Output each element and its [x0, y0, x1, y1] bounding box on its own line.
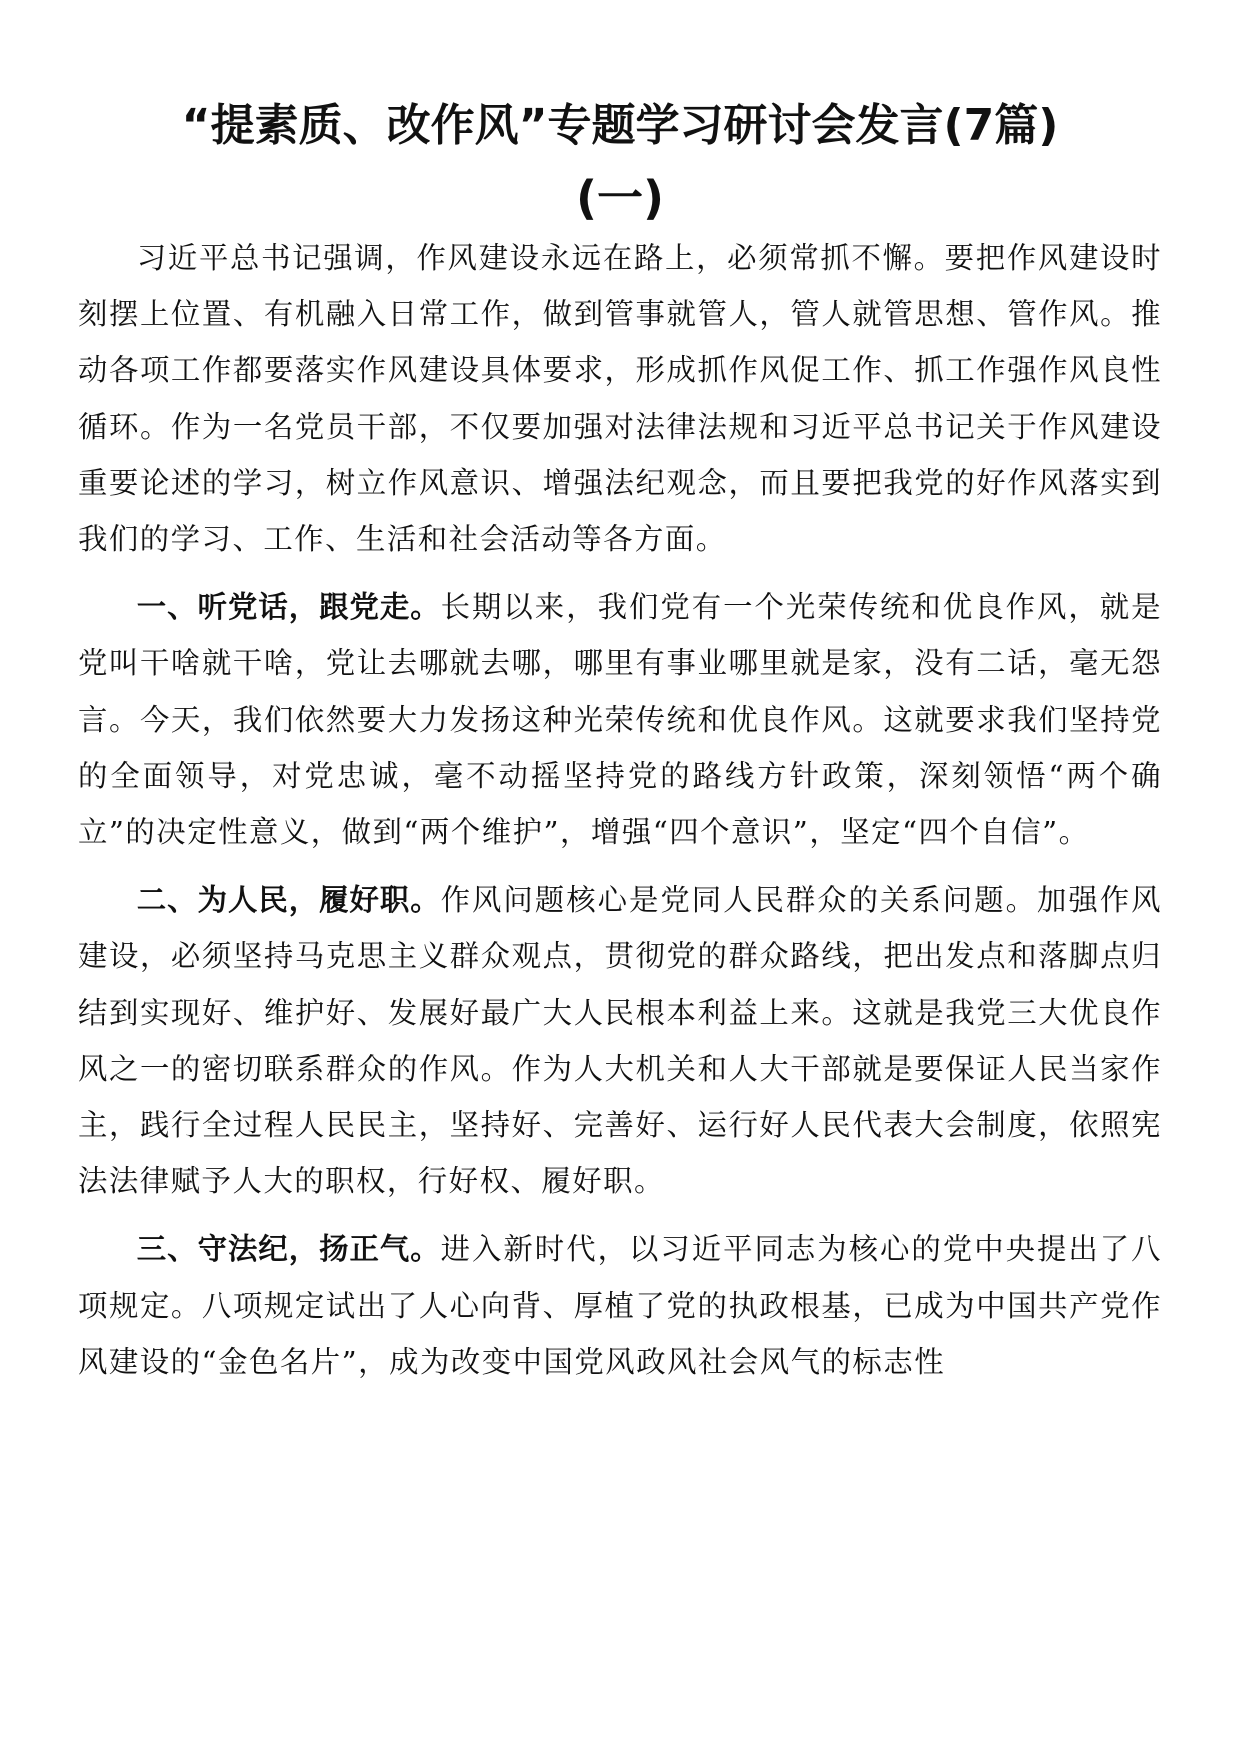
document-title: “提素质、改作风”专题学习研讨会发言(7篇) — [181, 100, 1059, 151]
section-number: (一) — [575, 171, 665, 225]
section-text-1: 长期以来，我们党有一个光荣传统和优良作风，就是党叫干啥就干啥，党让去哪就去哪，哪里有事业哪里就是家，没有二话，毫无怨言。今天，我们依然要大力发扬这种光荣传统和优良作风。这就要求我们坚持党的全面领导，对党忠诚，毫不动摇坚持党的路线方针政策，深刻领悟“两个确立”的决定性意义，做到“两个维护”，增强“四个意识”，坚定“四个自信”。 — [78, 590, 1163, 850]
section-heading-2: 二、为人民，履好职。 — [136, 883, 441, 918]
section-paragraph-3 — [78, 1221, 1162, 1390]
document-body — [78, 230, 1162, 1402]
section-heading-3: 三、守法纪，扬正气。 — [136, 1232, 441, 1267]
section-text-3: 进入新时代，以习近平同志为核心的党中央提出了八项规定。八项规定试出了人心向背、厚植了党的执政根基，已成为中国共产党作风建设的“金色名片”，成为改变中国党风政风社会风气的标志性 — [78, 1232, 1163, 1379]
section-text-2: 作风问题核心是党同人民群众的关系问题。加强作风建设，必须坚持马克思主义群众观点，贯彻党的群众路线，把出发点和落脚点归结到实现好、维护好、发展好最广大人民根本利益上来。这就是我党三大优良作风之一的密切联系群众的作风。作为人大机关和人大干部就是要保证人民当家作主，践行全过程人民民主，坚持好、完善好、运行好人民代表大会制度，依照宪法法律赋予人大的职权，行好权、履好职。 — [78, 883, 1163, 1199]
section-paragraph-2 — [78, 872, 1162, 1209]
section-paragraph-1 — [78, 579, 1162, 860]
section-heading-1: 一、听党话，跟党走。 — [136, 590, 441, 625]
intro-paragraph: 习近平总书记强调，作风建设永远在路上，必须常抓不懈。要把作风建设时刻摆上位置、有机融入日常工作，做到管事就管人，管人就管思想、管作风。推动各项工作都要落实作风建设具体要求，形成抓作风促工作、抓工作强作风良性循环。作为一名党员干部，不仅要加强对法律法规和习近平总书记关于作风建设重要论述的学习，树立作风意识、增强法纪观念，而且要把我党的好作风落实到我们的学习、工作、生活和社会活动等各方面。 — [78, 241, 1162, 557]
